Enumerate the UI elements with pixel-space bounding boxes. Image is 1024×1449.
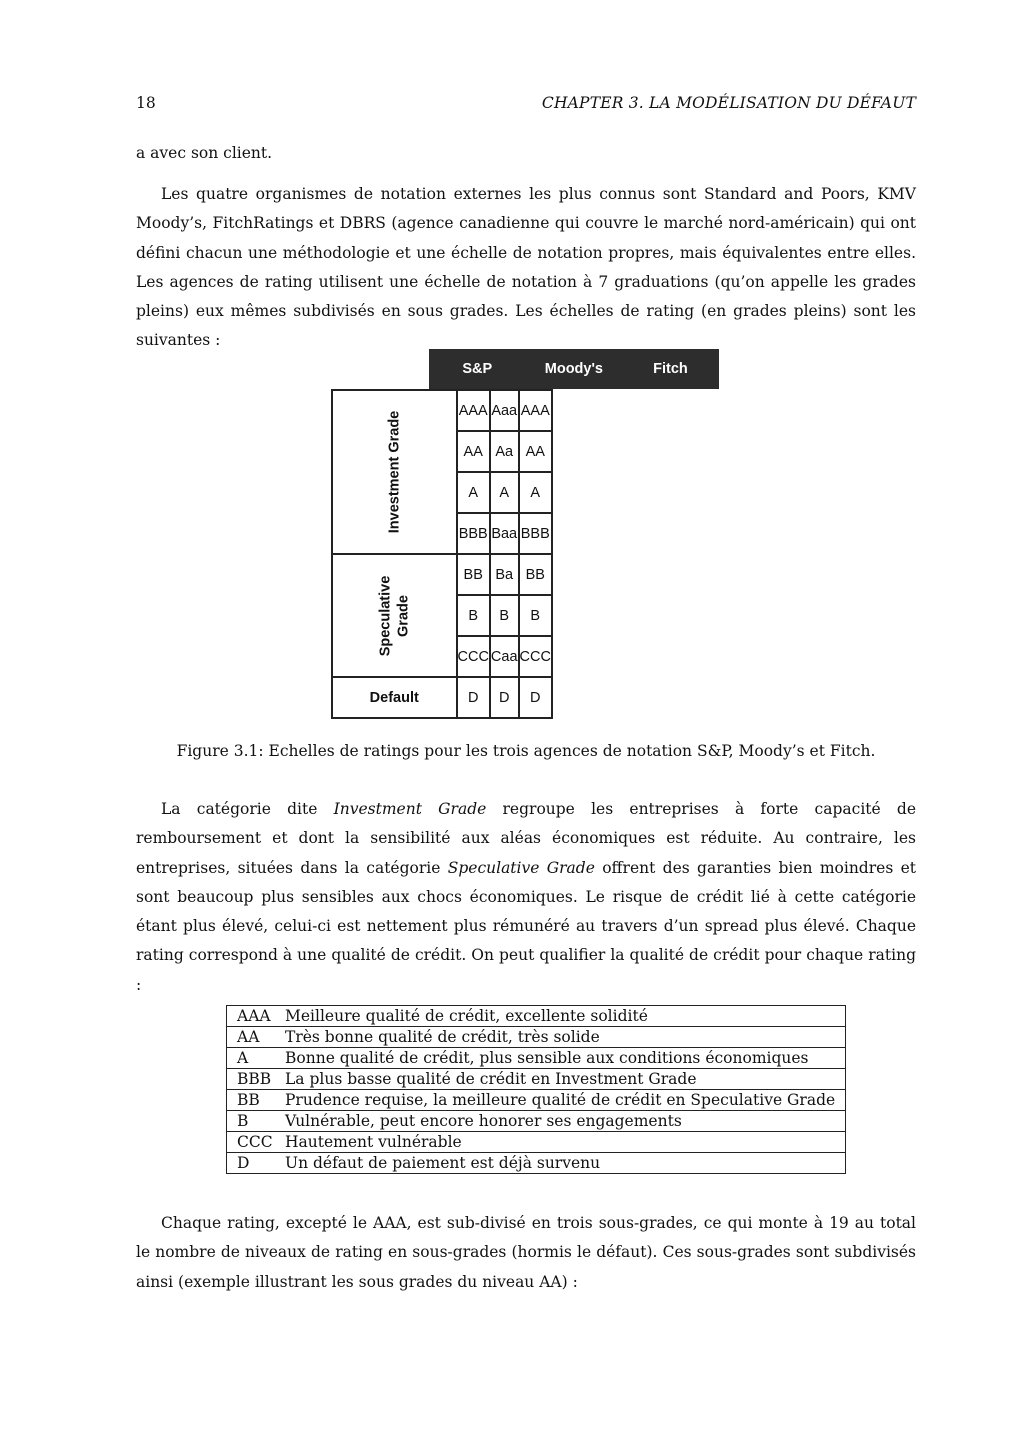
paragraph-grades: La catégorie dite Investment Grade regroupe les entreprises à forte capacité de remboursement et dont la sensibilité aux aléas économiques est réduite. Au contraire, les entreprises, situées dans la catégorie Speculative Grade offrent des garanties bien moindres et sont beaucoup plus sensibles aux chocs économiques. Le risque de crédit lié à cette catégorie étant plus élevé, celui-ci est nettement plus rémunéré au travers d’un spread plus élevé. Chaque rating correspond à une qualité de crédit. On peut qualifier la qualité de crédit pour chaque rating : <box>136 800 916 994</box>
column-header-sp: S&P <box>462 361 493 377</box>
investment-grade-label: Investment Grade <box>332 390 457 554</box>
table-row: A Bonne qualité de crédit, plus sensible aux conditions économiques <box>227 1048 846 1069</box>
cell: Caa <box>490 636 519 677</box>
column-header-fitch: Fitch <box>653 361 688 377</box>
cell: D <box>490 677 519 718</box>
cell: BBB <box>519 513 552 554</box>
page-number: 18 <box>136 94 156 112</box>
chapter-title: CHAPTER 3. LA MODÉLISATION DU DÉFAUT <box>541 94 916 112</box>
paragraph-continuation: a avec son client. <box>136 144 273 162</box>
table-row: AAA Meilleure qualité de crédit, excellente solidité <box>227 1006 846 1027</box>
cell: AA <box>457 431 490 472</box>
table-row: CCC Hautement vulnérable <box>227 1132 846 1153</box>
credit-quality-table <box>226 1005 846 1174</box>
cell: D <box>457 677 490 718</box>
table-row <box>332 677 552 718</box>
cell: Aaa <box>490 390 519 431</box>
paragraph-subgrades: Chaque rating, excepté le AAA, est sub-divisé en trois sous-grades, ce qui monte à 19 au total le nombre de niveaux de rating en sous-grades (hormis le défaut). Ces sous-grades sont subdivisés ainsi (exemple illustrant les sous grades du niveau AA) : <box>136 1214 916 1291</box>
cell: B <box>519 595 552 636</box>
cell: BB <box>519 554 552 595</box>
cell: A <box>490 472 519 513</box>
table-row: B Vulnérable, peut encore honorer ses engagements <box>227 1111 846 1132</box>
cell: Aa <box>490 431 519 472</box>
table-row: D Un défaut de paiement est déjà survenu <box>227 1153 846 1174</box>
speculative-grade-label: Speculative Grade <box>332 554 457 677</box>
table-row: BB Prudence requise, la meilleure qualité de crédit en Speculative Grade <box>227 1090 846 1111</box>
rating-scale-header <box>429 349 719 389</box>
cell: B <box>490 595 519 636</box>
column-header-moodys: Moody's <box>544 361 603 377</box>
cell: Ba <box>490 554 519 595</box>
cell: AA <box>519 431 552 472</box>
cell: CCC <box>519 636 552 677</box>
cell: CCC <box>457 636 490 677</box>
cell: AAA <box>457 390 490 431</box>
cell: A <box>519 472 552 513</box>
cell: BB <box>457 554 490 595</box>
cell: D <box>519 677 552 718</box>
paragraph-agencies: Les quatre organismes de notation externes les plus connus sont Standard and Poors, KMV Moody’s, FitchRatings et DBRS (agence canadienne qui couvre le marché nord-américain) qui ont défini chacun une méthodologie et une échelle de notation propres, mais équivalentes entre elles. Les agences de rating utilisent une échelle de notation à 7 graduations (qu’on appelle les grades pleins) eux mêmes subdivisés en sous grades. Les échelles de rating (en grades pleins) sont les suivantes : <box>136 185 916 350</box>
cell: Baa <box>490 513 519 554</box>
table-row: AA Très bonne qualité de crédit, très solide <box>227 1027 846 1048</box>
table-row <box>332 390 552 431</box>
default-label: Default <box>332 677 457 718</box>
table-row <box>332 554 552 595</box>
cell: BBB <box>457 513 490 554</box>
figure-caption: Figure 3.1: Echelles de ratings pour les trois agences de notation S&P, Moody’s et Fitch. <box>176 742 876 760</box>
rating-scale-table <box>331 389 553 719</box>
cell: AAA <box>519 390 552 431</box>
running-head <box>136 94 916 112</box>
cell: B <box>457 595 490 636</box>
cell: A <box>457 472 490 513</box>
table-row: BBB La plus basse qualité de crédit en Investment Grade <box>227 1069 846 1090</box>
